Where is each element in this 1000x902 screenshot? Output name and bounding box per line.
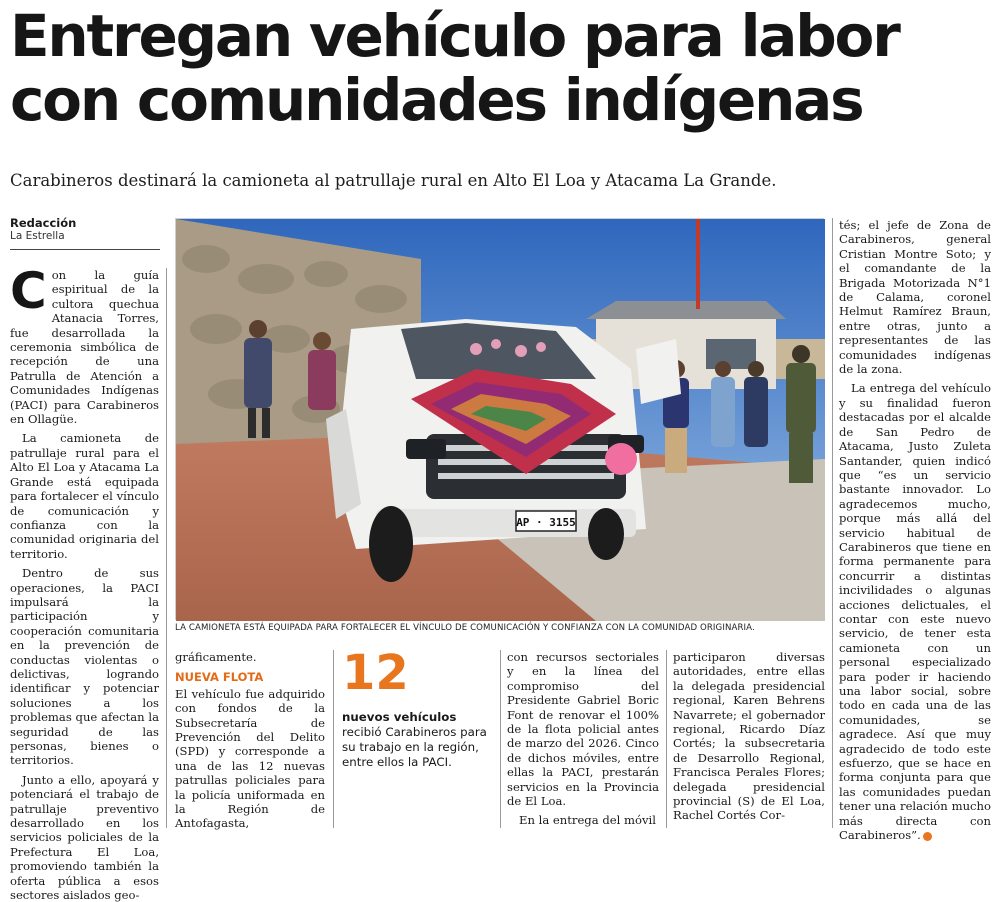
article-column-6 — [839, 218, 991, 843]
paragraph-text: La entrega del vehículo y su finalidad fueron destacadas por el alcalde de San Pedro de Atacama, Justo Zuleta Santander, quien indicó que “es un servicio bastante innovador. Lo agradecemos mucho, porque más allá del servicio habitual de Carabineros que tiene en forma permanente para concurrir a distintas incivilidades o algunas acciones delictuales, el contar con este nuevo servicio, de tener esta camioneta con un personal especializado para poder ir haciendo una labor social, sobre todo en cada una de las comunidades, se agradece. Así que muy agradecido de todo este esfuerzo, que se hace en forma conjunta para que las comunidades puedan tener una relación mucho más directa con Carabineros”. — [839, 381, 991, 843]
paragraph: Dentro de sus operaciones, la PACI impulsará la participación y cooperación comunitaria en la prevención de conductas violentas o delictivas, logrando identificar y potenciar soluciones a los problemas que afectan la seguridad de las personas, bienes o territorios. — [10, 566, 159, 768]
headline — [10, 4, 990, 132]
antenna-pole — [696, 219, 700, 309]
column-divider — [500, 650, 501, 828]
paragraph: gráficamente. — [175, 650, 257, 664]
subheadline: Carabineros destinará la camioneta al patrullaje rural en Alto El Loa y Atacama La Grande. — [10, 171, 777, 190]
column-divider — [832, 218, 833, 828]
paragraph: En la entrega del móvil — [519, 813, 656, 828]
license-plate: AP · 3155 — [516, 516, 576, 529]
article-column-4 — [507, 650, 659, 828]
building-roof — [586, 301, 786, 319]
byline — [10, 216, 160, 250]
drop-cap: C — [10, 262, 47, 320]
paragraph: El vehículo fue adquirido con fondos de la Subsecretaría de Prevención del Delito (SPD) y corresponde a una de las 12 nuevas patrullas policiales para la policía uniformada en la Región de Antofagasta, — [175, 686, 325, 831]
byline-author: Redacción — [10, 216, 77, 230]
photo-illustration — [176, 219, 825, 621]
paragraph — [839, 381, 991, 842]
article-column-1 — [10, 262, 159, 902]
article-column-2 — [175, 650, 325, 831]
pullquote-text — [342, 710, 494, 770]
photo-caption: LA CAMIONETA ESTÁ EQUIPADA PARA FORTALECER EL VÍNCULO DE COMUNICACIÓN Y CONFIANZA CON LA COMUNIDAD ORIGINARIA. — [175, 623, 755, 633]
pullquote-body: recibió Carabineros para su trabajo en la región, entre ellos la PACI. — [342, 725, 487, 769]
column-divider — [166, 268, 167, 828]
end-of-article-icon — [923, 832, 932, 841]
paragraph: Junto a ello, apoyará y potenciará el trabajo de patrullaje preventivo desarrollado en los servicios policiales de la Prefectura El Loa, promoviendo también la oferta pública a esos sectores aislados geo- — [10, 772, 159, 902]
paragraph: con recursos sectoriales y en la línea del compromiso del Presidente Gabriel Boric Font de renovar el 100% de la flota policial antes de marzo del 2026. Cinco de dichos móviles, entre ellas la PACI, prestarán servicios en la Provincia de El Loa. — [507, 650, 659, 809]
paragraph: participaron diversas autoridades, entre ellas la delegada presidencial regional, Karen Behrens Navarrete; el gobernador regional, Ricardo Díaz Cortés; la subsecretaria de Desarrollo Regional, Francisca Perales Flores; delegada presidencial provincial (S) de El Loa, Rachel Cortés Cor- — [673, 650, 825, 823]
paragraph: tés; el jefe de Zona de Carabineros, general Cristian Montre Soto; y el comandante de la Brigada Motorizada N°1 de Calama, coronel Helmut Ramírez Braun, entre otras, junto a representantes de las comunidades indígenas de la zona. — [839, 218, 991, 377]
balloon — [605, 443, 637, 475]
headline-line-2: con comunidades indígenas — [10, 66, 863, 134]
article-photo — [175, 218, 824, 620]
pullquote-bold: nuevos vehículos — [342, 710, 457, 724]
paragraph-text: on la guía espiritual de la cultora quechua Atanacia Torres, fue desarrollada la ceremonia simbólica de recepción de una Patrulla de Atención a Comunidades Indígenas (PACI) para Carabineros en Ollagüe. — [10, 268, 159, 427]
article-column-5 — [673, 650, 825, 828]
building-window — [706, 339, 756, 369]
column-divider — [666, 650, 667, 828]
headline-line-1: Entregan vehículo para labor — [10, 2, 899, 70]
byline-publication: La Estrella — [10, 230, 65, 242]
paragraph: La camioneta de patrullaje rural para el Alto El Loa y Atacama La Grande está equipada para fortalecer el vínculo de comunicación y confianza con la comunidad originaria del territorio. — [10, 431, 159, 561]
paragraph — [10, 262, 159, 427]
column-divider — [333, 650, 334, 828]
pullquote-number: 12 — [342, 645, 409, 701]
section-label: NUEVA FLOTA — [175, 670, 264, 685]
